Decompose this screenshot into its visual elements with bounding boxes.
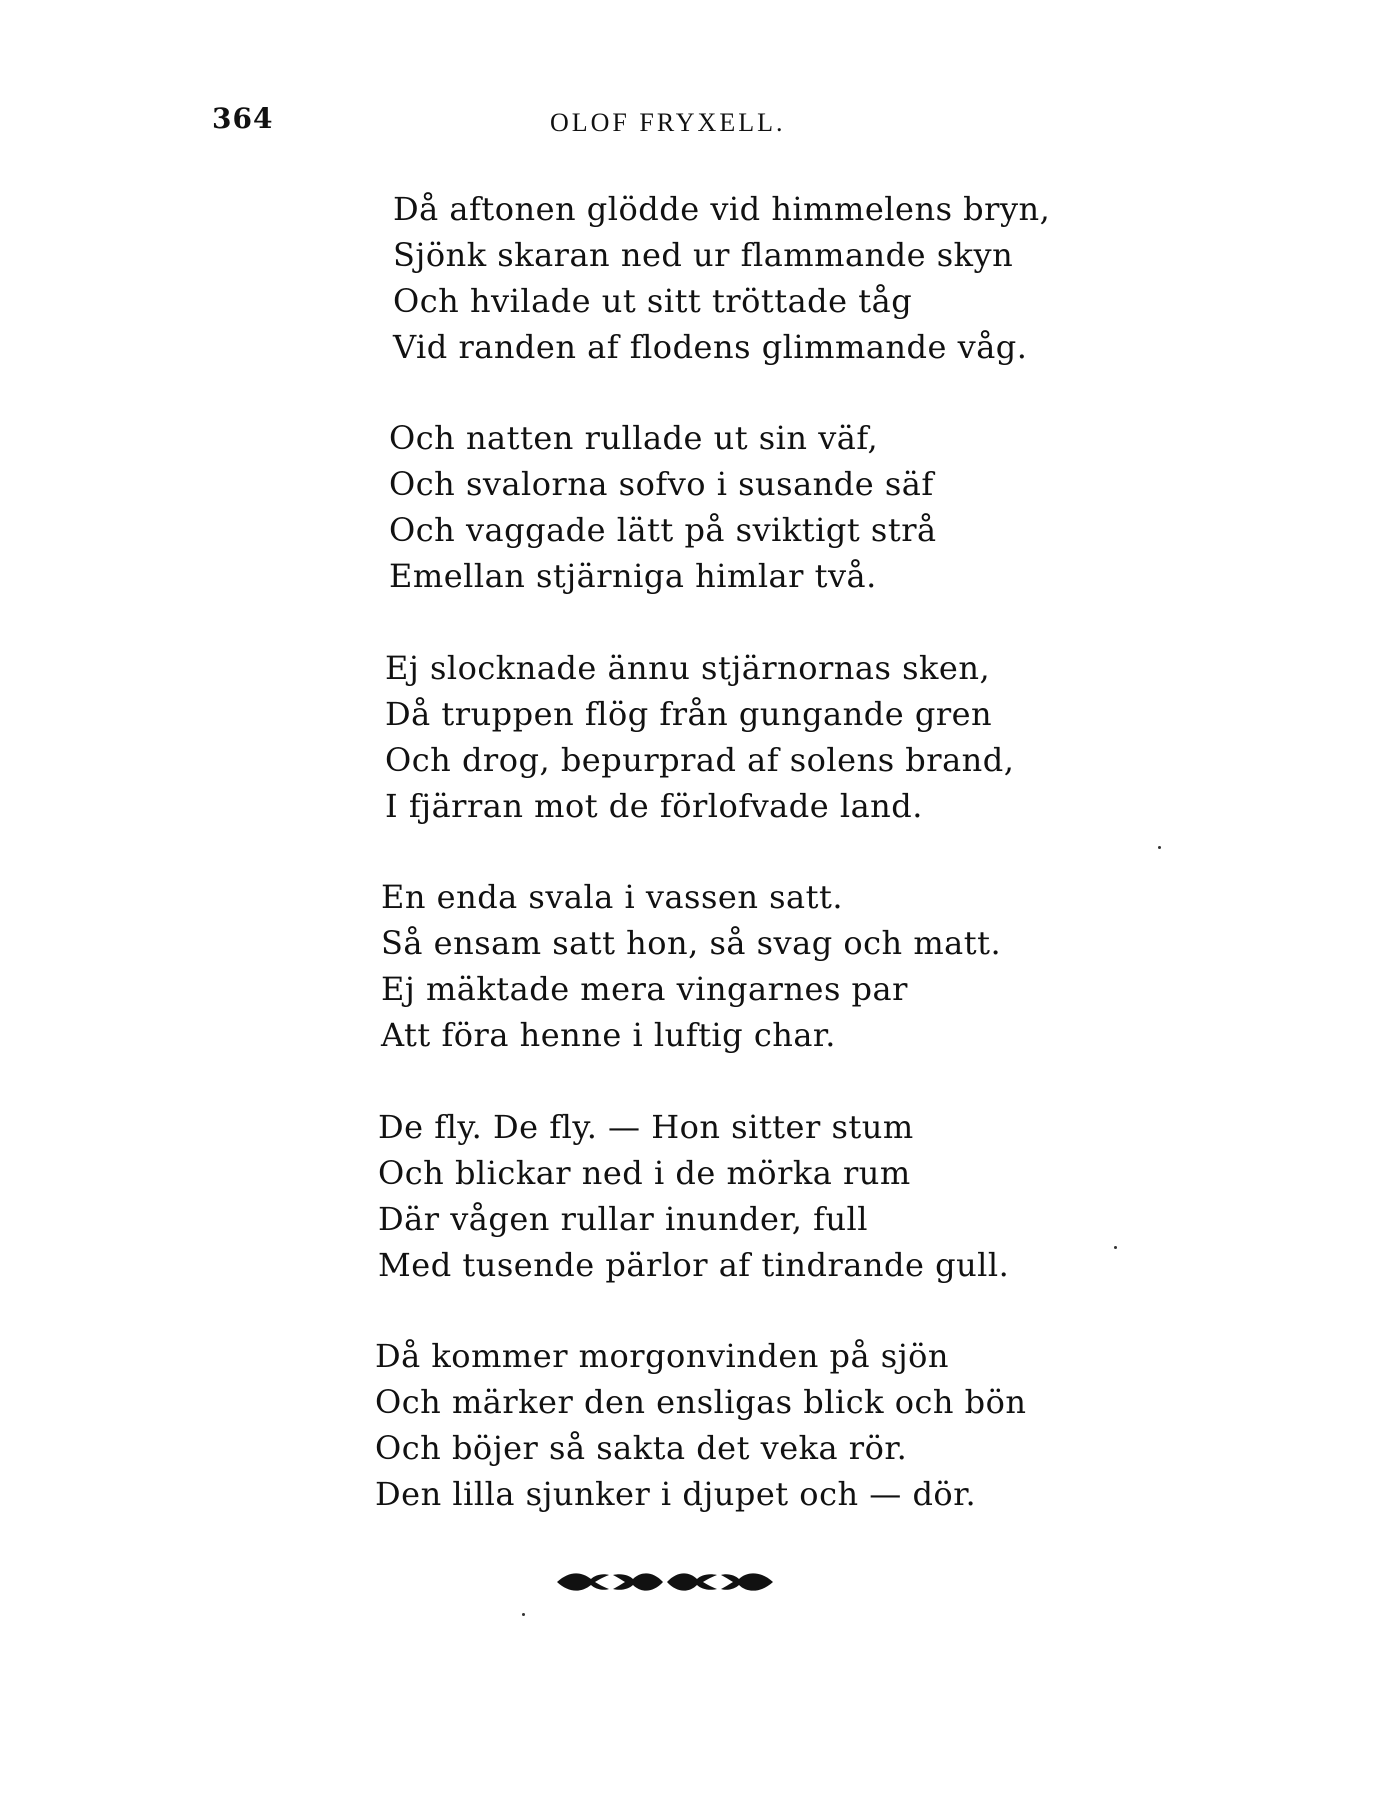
verse-line: Att föra henne i luftig char. (381, 1016, 836, 1054)
running-title: OLOF FRYXELL. (550, 108, 786, 137)
verse-line: Och vaggade lätt på sviktigt strå (389, 511, 937, 549)
verse-line: Emellan stjärniga himlar två. (389, 557, 877, 595)
verse-line: De fly. De fly. — Hon sitter stum (378, 1108, 914, 1146)
verse-line: Då kommer morgonvinden på sjön (375, 1337, 949, 1375)
verse-line: En enda svala i vassen satt. (381, 878, 843, 916)
verse-line: Den lilla sjunker i djupet och — dör. (375, 1475, 977, 1513)
verse-line: Och böjer så sakta det veka rör. (375, 1429, 908, 1467)
verse-line: Och svalorna sofvo i susande säf (389, 465, 934, 503)
verse-line: Vid randen af flodens glimmande våg. (393, 328, 1028, 366)
verse-line: Då aftonen glödde vid himmelens bryn, (393, 190, 1051, 228)
verse-line: Ej mäktade mera vingarnes par (381, 970, 908, 1008)
verse-line: Och natten rullade ut sin väf, (389, 419, 879, 457)
verse-line: Då truppen flög från gungande gren (385, 695, 993, 733)
verse-line: Och blickar ned i de mörka rum (378, 1154, 911, 1192)
print-speck (1114, 1246, 1117, 1249)
verse-line: Så ensam satt hon, så svag och matt. (381, 924, 1002, 962)
tailpiece-ornament-icon (555, 1565, 775, 1599)
verse-line: I fjärran mot de förlofvade land. (385, 787, 923, 825)
page-number: 364 (212, 102, 274, 135)
verse-line: Och hvilade ut sitt tröttade tåg (393, 282, 913, 320)
verse-line: Sjönk skaran ned ur flammande skyn (393, 236, 1014, 274)
verse-line: Där vågen rullar inunder, full (378, 1200, 869, 1238)
print-speck (522, 1613, 525, 1616)
verse-line: Och drog, bepurprad af solens brand, (385, 741, 1015, 779)
print-speck (1158, 846, 1161, 849)
verse-line: Ej slocknade ännu stjärnornas sken, (385, 649, 991, 687)
verse-line: Och märker den ensligas blick och bön (375, 1383, 1027, 1421)
verse-line: Med tusende pärlor af tindrande gull. (378, 1246, 1010, 1284)
